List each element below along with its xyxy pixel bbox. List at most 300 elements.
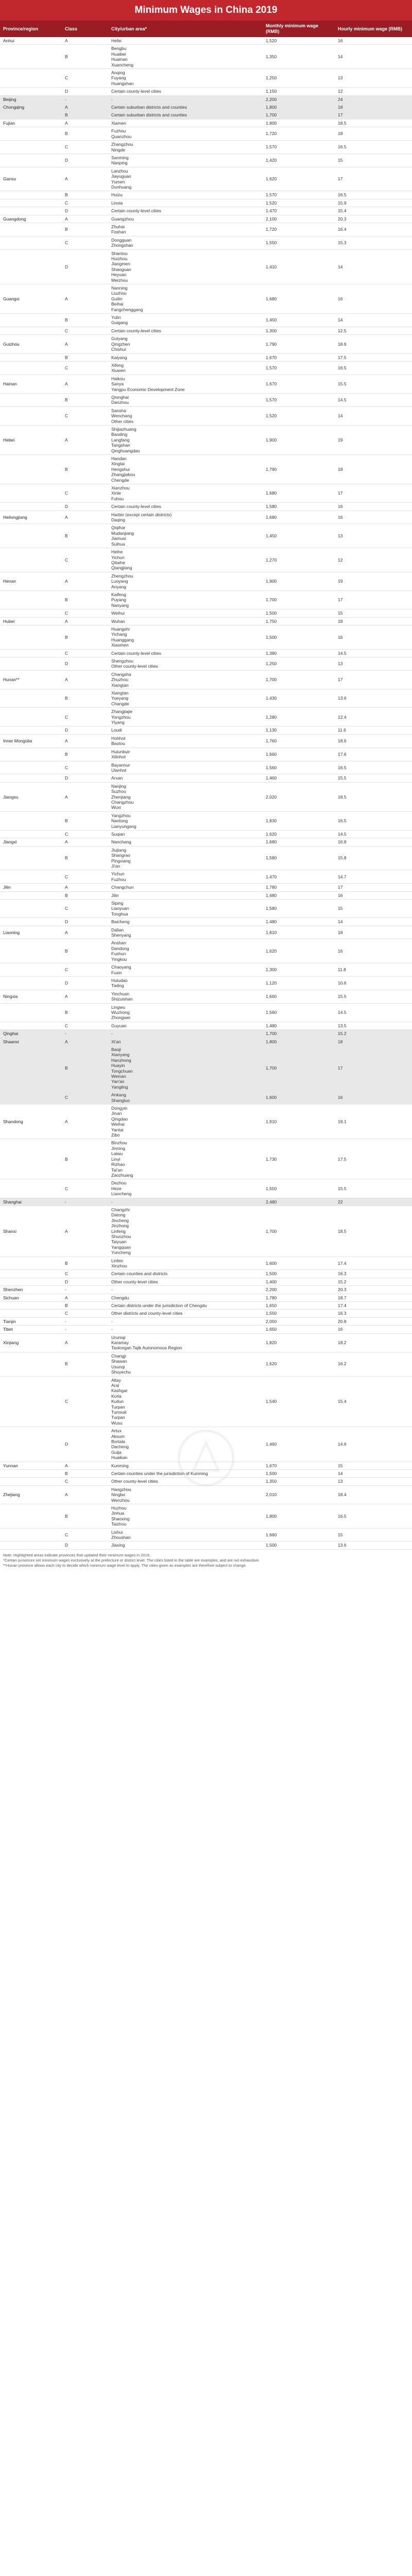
cell-province	[0, 590, 62, 609]
cell-class: B	[62, 1302, 108, 1310]
cell-class: B	[62, 689, 108, 708]
cell-monthly: 1,900	[263, 572, 335, 590]
cell-province: Jilin	[0, 884, 62, 891]
cell-hourly: 18	[335, 104, 412, 111]
cell-province	[0, 918, 62, 926]
cell-class: B	[62, 45, 108, 69]
header-monthly: Monthly minimum wage (RMB)	[263, 21, 335, 37]
cell-class: D	[62, 1541, 108, 1549]
cell-class: C	[62, 1528, 108, 1541]
cell-monthly: 1,460	[263, 1427, 335, 1462]
table-row	[0, 37, 412, 45]
cell-monthly: 1,820	[263, 1333, 335, 1352]
table-row	[0, 726, 412, 734]
cell-monthly: 1,420	[263, 154, 335, 167]
cell-city: Other county-level cities	[108, 1278, 263, 1285]
cell-class: C	[62, 609, 108, 617]
cell-class: C	[62, 761, 108, 774]
cell-class: B	[62, 811, 108, 830]
table-row	[0, 1003, 412, 1022]
cell-hourly: 19	[335, 425, 412, 454]
cell-class: B	[62, 223, 108, 236]
cell-hourly: 15.3	[335, 236, 412, 249]
cell-hourly: 17.6	[335, 748, 412, 761]
cell-province: Shenzhen	[0, 1286, 62, 1294]
cell-monthly: 1,780	[263, 884, 335, 891]
cell-city: Certain counties under the jurisdiction of Kunming	[108, 1470, 263, 1478]
cell-province	[0, 455, 62, 484]
cell-monthly: 1,130	[263, 726, 335, 734]
cell-hourly: 14	[335, 918, 412, 926]
cell-province: Hubei	[0, 617, 62, 625]
cell-monthly: 1,460	[263, 774, 335, 782]
cell-monthly: 1,810	[263, 926, 335, 939]
cell-city: -	[108, 1326, 263, 1333]
table-row	[0, 1091, 412, 1105]
cell-city: Suqian	[108, 830, 263, 838]
cell-city: Shantou Huizhou Jiangmen Shaoguan Heyuan Meizhou	[108, 249, 263, 284]
cell-province	[0, 1022, 62, 1029]
cell-hourly: 14.5	[335, 1003, 412, 1022]
cell-city: Xiamen	[108, 119, 263, 127]
cell-monthly: 1,550	[263, 236, 335, 249]
cell-city: -	[108, 1198, 263, 1206]
cell-city: Baicheng	[108, 918, 263, 926]
cell-province	[0, 1091, 62, 1105]
cell-class: -	[62, 1030, 108, 1038]
cell-city: Guyuan	[108, 1022, 263, 1029]
table-row	[0, 191, 412, 199]
cell-province: Shaanxi	[0, 1038, 62, 1045]
table-row	[0, 963, 412, 977]
table-row	[0, 900, 412, 918]
cell-city: Bayannur Ulanhot	[108, 761, 263, 774]
table-row	[0, 1022, 412, 1029]
cell-city: Dalian Shenyang	[108, 926, 263, 939]
cell-province	[0, 900, 62, 918]
cell-hourly: 17	[335, 590, 412, 609]
cell-city: Binzhou Jinning Laiwu Linyi Rizhao Tai'an Zaozhuang	[108, 1139, 263, 1179]
cell-city: Guiyang Qingzhen Chishui	[108, 335, 263, 353]
cell-monthly: 1,570	[263, 361, 335, 375]
cell-province: Shanxi	[0, 1206, 62, 1257]
note-line: Note: Highlighted areas indicate provinces that updated their minimum wages in 2019.	[3, 1552, 150, 1557]
table-row	[0, 327, 412, 334]
cell-hourly: 18	[335, 926, 412, 939]
cell-hourly: 17	[335, 670, 412, 689]
cell-city: Jiaxing	[108, 1541, 263, 1549]
cell-monthly: 1,680	[263, 511, 335, 524]
cell-hourly: 13.5	[335, 1022, 412, 1029]
cell-city: Zhangjiajie Yongzhou Yiyang	[108, 708, 263, 726]
table-row	[0, 1294, 412, 1301]
cell-city: Shengzhou Other county-level cities	[108, 657, 263, 671]
header-hourly: Hourly minimum wage (RMB)	[335, 21, 412, 37]
cell-province: Shandong	[0, 1105, 62, 1139]
header-city: City/urban area*	[108, 21, 263, 37]
cell-hourly: 14	[335, 249, 412, 284]
cell-province: Shanghai	[0, 1198, 62, 1206]
cell-class: A	[62, 926, 108, 939]
cell-monthly: 1,730	[263, 1139, 335, 1179]
cell-monthly: 1,910	[263, 1105, 335, 1139]
cell-class: A	[62, 1333, 108, 1352]
cell-class: A	[62, 990, 108, 1003]
cell-city: -	[108, 1317, 263, 1325]
cell-province	[0, 406, 62, 425]
cell-city: Changchun	[108, 884, 263, 891]
note-line: *Certain provinces set minimum wages exclusively at the prefecture or district level. The cities listed in the table are examples, and are not exhaustive.	[3, 1557, 260, 1563]
cell-hourly: 16.8	[335, 838, 412, 846]
table-row	[0, 870, 412, 884]
cell-monthly: 1,250	[263, 657, 335, 671]
cell-class: A	[62, 215, 108, 223]
cell-monthly: 1,700	[263, 1045, 335, 1091]
cell-monthly: 1,670	[263, 1462, 335, 1469]
cell-monthly: 2,050	[263, 1317, 335, 1325]
cell-monthly: 1,700	[263, 1030, 335, 1038]
cell-monthly: 1,580	[263, 846, 335, 870]
cell-hourly: 16	[335, 37, 412, 45]
table-row	[0, 314, 412, 327]
table-row	[0, 774, 412, 782]
cell-monthly: 1,620	[263, 830, 335, 838]
table-row	[0, 406, 412, 425]
table-row	[0, 609, 412, 617]
cell-class: B	[62, 314, 108, 327]
cell-monthly: 1,790	[263, 455, 335, 484]
cell-class: C	[62, 1310, 108, 1317]
table-row	[0, 284, 412, 314]
cell-hourly: 16	[335, 284, 412, 314]
cell-class: C	[62, 69, 108, 88]
cell-class: D	[62, 1278, 108, 1285]
cell-hourly: 16	[335, 1091, 412, 1105]
table-row	[0, 511, 412, 524]
cell-province	[0, 963, 62, 977]
table-row	[0, 335, 412, 353]
cell-class: -	[62, 1317, 108, 1325]
cell-province	[0, 1278, 62, 1285]
cell-hourly: 16.5	[335, 141, 412, 154]
cell-city: Lishui Zhoushan	[108, 1528, 263, 1541]
table-row	[0, 207, 412, 215]
cell-city: Nanjing Suzhou Zhenjiang Changzhou Wuxi	[108, 782, 263, 811]
cell-province: Heilongjiang	[0, 511, 62, 524]
cell-city: Urumqi Karamay Taxkorgan Tajik Autonomous Region	[108, 1333, 263, 1352]
table-row	[0, 846, 412, 870]
cell-hourly: 14.5	[335, 830, 412, 838]
cell-city: Shijiazhuang Baoding Langfang Tangshan Qinghuangdao	[108, 425, 263, 454]
cell-city: Changsha Zhuzhou Xiangtan	[108, 670, 263, 689]
cell-hourly: 18.7	[335, 1294, 412, 1301]
cell-class: D	[62, 918, 108, 926]
cell-city: Kaifeng Puyang Nanyang	[108, 590, 263, 609]
table-row	[0, 734, 412, 748]
cell-city: Hulunbuir Xilinhot	[108, 748, 263, 761]
table-row	[0, 572, 412, 590]
cell-city: Xifeng Xiuwen	[108, 361, 263, 375]
table-row	[0, 1270, 412, 1278]
table-row	[0, 199, 412, 207]
table-row	[0, 976, 412, 990]
cell-class: B	[62, 939, 108, 963]
cell-monthly: 1,600	[263, 1091, 335, 1105]
table-row	[0, 617, 412, 625]
cell-province	[0, 1470, 62, 1478]
table-row	[0, 524, 412, 548]
table-row	[0, 1541, 412, 1549]
cell-class: D	[62, 154, 108, 167]
cell-monthly: 1,670	[263, 353, 335, 361]
cell-class: -	[62, 1286, 108, 1294]
cell-hourly: 20.3	[335, 1286, 412, 1294]
table-row	[0, 1286, 412, 1294]
cell-monthly: 1,700	[263, 1206, 335, 1257]
cell-hourly: 15.2	[335, 1030, 412, 1038]
cell-city: Hangzhou Ningbo Wenzhou	[108, 1485, 263, 1504]
cell-city: Qiqihar Mudanjiang Jiamusi Suihua	[108, 524, 263, 548]
cell-province	[0, 45, 62, 69]
cell-monthly: 1,500	[263, 1270, 335, 1278]
cell-class: D	[62, 976, 108, 990]
table-row	[0, 1310, 412, 1317]
cell-hourly: 19.1	[335, 1105, 412, 1139]
cell-hourly: 18.5	[335, 119, 412, 127]
footer-notes	[0, 1550, 412, 1568]
cell-province: Hunan**	[0, 670, 62, 689]
cell-city: Sanming Nanping	[108, 154, 263, 167]
cell-monthly: 1,400	[263, 1278, 335, 1285]
cell-class: -	[62, 95, 108, 103]
cell-city: Certain suburban districts and counties	[108, 104, 263, 111]
cell-city: Huludao Tieling	[108, 976, 263, 990]
cell-hourly: 12.5	[335, 327, 412, 334]
cell-hourly: 18.2	[335, 1333, 412, 1352]
cell-province: Guangdong	[0, 215, 62, 223]
cell-class: -	[62, 1326, 108, 1333]
cell-monthly: 1,570	[263, 393, 335, 406]
table-row	[0, 548, 412, 572]
cell-hourly: 15.4	[335, 207, 412, 215]
cell-monthly: 1,720	[263, 223, 335, 236]
cell-city: Guangzhou	[108, 215, 263, 223]
cell-class: C	[62, 199, 108, 207]
cell-hourly: 12	[335, 88, 412, 95]
cell-class: A	[62, 572, 108, 590]
cell-class: C	[62, 963, 108, 977]
table-row	[0, 353, 412, 361]
cell-city: Huizu	[108, 191, 263, 199]
cell-monthly: 1,560	[263, 761, 335, 774]
cell-monthly: 1,720	[263, 127, 335, 141]
cell-province	[0, 111, 62, 119]
cell-hourly: 18	[335, 127, 412, 141]
cell-monthly: 1,680	[263, 891, 335, 899]
cell-class: A	[62, 104, 108, 111]
cell-province	[0, 726, 62, 734]
cell-class: C	[62, 141, 108, 154]
watermark-logo-icon	[175, 1427, 237, 1489]
cell-monthly: 1,900	[263, 425, 335, 454]
cell-monthly: 1,500	[263, 609, 335, 617]
cell-hourly: 18.4	[335, 1485, 412, 1504]
table-row	[0, 484, 412, 503]
cell-class: B	[62, 353, 108, 361]
cell-class: D	[62, 207, 108, 215]
cell-province	[0, 524, 62, 548]
cell-class: B	[62, 111, 108, 119]
cell-city: Changji Shawan Usunqi Shuyechu	[108, 1352, 263, 1376]
table-row	[0, 939, 412, 963]
table-row	[0, 891, 412, 899]
cell-monthly: 1,450	[263, 524, 335, 548]
table-row	[0, 1179, 412, 1198]
cell-province	[0, 207, 62, 215]
cell-city: Altay Aral Kashgar Korla Kuitun Turpan Tumxuk Turpan Wusu	[108, 1376, 263, 1427]
cell-monthly: 2,010	[263, 1485, 335, 1504]
table-row	[0, 88, 412, 95]
cell-class: A	[62, 425, 108, 454]
cell-hourly: 15	[335, 1528, 412, 1541]
cell-hourly: 18.6	[335, 335, 412, 353]
cell-class: A	[62, 284, 108, 314]
table-row	[0, 625, 412, 649]
cell-province	[0, 223, 62, 236]
cell-hourly: 24	[335, 95, 412, 103]
cell-province: Qinghai	[0, 1030, 62, 1038]
cell-hourly: 18	[335, 617, 412, 625]
table-row	[0, 1257, 412, 1270]
cell-city: Fuzhou Quanzhou	[108, 127, 263, 141]
cell-class: B	[62, 625, 108, 649]
table-row	[0, 1105, 412, 1139]
cell-class: B	[62, 1352, 108, 1376]
cell-city: Anshan Dandong Fushun Yingkou	[108, 939, 263, 963]
cell-class: A	[62, 335, 108, 353]
cell-monthly: 1,700	[263, 670, 335, 689]
cell-monthly: 1,660	[263, 748, 335, 761]
cell-province: Guizhou	[0, 335, 62, 353]
table-row	[0, 45, 412, 69]
cell-class: C	[62, 1022, 108, 1029]
cell-hourly: 14	[335, 314, 412, 327]
cell-city: Nanchang	[108, 838, 263, 846]
cell-class: A	[62, 617, 108, 625]
table-row	[0, 590, 412, 609]
cell-class: A	[62, 167, 108, 191]
cell-monthly: 2,020	[263, 782, 335, 811]
cell-city: Zhangzhou Ningde	[108, 141, 263, 154]
cell-city: Certain county-level cities	[108, 207, 263, 215]
cell-province	[0, 1270, 62, 1278]
cell-province	[0, 1427, 62, 1462]
cell-hourly: 15.8	[335, 846, 412, 870]
cell-class: A	[62, 670, 108, 689]
cell-class: A	[62, 1105, 108, 1139]
cell-province	[0, 830, 62, 838]
cell-province	[0, 609, 62, 617]
cell-hourly: 15	[335, 900, 412, 918]
cell-class: B	[62, 590, 108, 609]
cell-province	[0, 1179, 62, 1198]
cell-monthly: 1,300	[263, 327, 335, 334]
cell-city: Certain county-level cities	[108, 649, 263, 657]
cell-city: Sansha Wenchang Other cities	[108, 406, 263, 425]
cell-city: Weihui	[108, 609, 263, 617]
cell-hourly: 17	[335, 884, 412, 891]
table-row	[0, 884, 412, 891]
table-row	[0, 1302, 412, 1310]
table-row	[0, 236, 412, 249]
cell-province	[0, 1504, 62, 1529]
cell-class: C	[62, 830, 108, 838]
cell-hourly: 17.5	[335, 1139, 412, 1179]
cell-class: D	[62, 88, 108, 95]
cell-monthly: 1,280	[263, 708, 335, 726]
cell-monthly: 1,480	[263, 918, 335, 926]
cell-city: Anqing Fuyang Huangshan	[108, 69, 263, 88]
cell-province: Fujian	[0, 119, 62, 127]
cell-hourly: 13.6	[335, 689, 412, 708]
cell-monthly: 1,620	[263, 167, 335, 191]
cell-monthly: 1,350	[263, 45, 335, 69]
cell-province	[0, 939, 62, 963]
cell-hourly: 16	[335, 891, 412, 899]
cell-class: C	[62, 1091, 108, 1105]
table-row	[0, 670, 412, 689]
cell-class: A	[62, 1206, 108, 1257]
cell-city: Other districts and county-level cities	[108, 1310, 263, 1317]
cell-class: C	[62, 649, 108, 657]
cell-monthly: 1,800	[263, 119, 335, 127]
cell-class: B	[62, 1257, 108, 1270]
cell-province	[0, 1310, 62, 1317]
table-row	[0, 249, 412, 284]
cell-city: Certain districts under the jurisdiction of Chengdu	[108, 1302, 263, 1310]
table-row	[0, 154, 412, 167]
cell-city: Yulin Guigang	[108, 314, 263, 327]
cell-city: Certain counties and districts	[108, 1270, 263, 1278]
cell-monthly: 1,650	[263, 1326, 335, 1333]
cell-monthly: 1,660	[263, 1528, 335, 1541]
cell-province: Jiangxi	[0, 838, 62, 846]
table-row	[0, 393, 412, 406]
cell-city: Linfen Xinzhou	[108, 1257, 263, 1270]
cell-hourly: 13	[335, 1478, 412, 1485]
cell-monthly: 1,550	[263, 1310, 335, 1317]
cell-monthly: 2,200	[263, 1286, 335, 1294]
cell-city: Bengbu Huaibei Huainan Xuancheng	[108, 45, 263, 69]
cell-city: Zhengzhou Luoyang Anyang	[108, 572, 263, 590]
note-line: **Hunan province allows each city to decide which minimum wage level to apply. The cities given as examples are therefore subject to change.	[3, 1563, 247, 1568]
cell-class: A	[62, 884, 108, 891]
cell-city: Zhuhai Foshan	[108, 223, 263, 236]
cell-city: Yangzhou Nantong Lianyungang	[108, 811, 263, 830]
cell-hourly: 15.5	[335, 990, 412, 1003]
cell-city: Chengdu	[108, 1294, 263, 1301]
table-body	[0, 37, 412, 1549]
cell-hourly: 16.3	[335, 1270, 412, 1278]
cell-province	[0, 774, 62, 782]
cell-monthly: 1,660	[263, 990, 335, 1003]
cell-class: B	[62, 1504, 108, 1529]
cell-monthly: 1,680	[263, 284, 335, 314]
table-row	[0, 1206, 412, 1257]
cell-province	[0, 1376, 62, 1427]
table-row	[0, 95, 412, 103]
cell-hourly: 17	[335, 111, 412, 119]
